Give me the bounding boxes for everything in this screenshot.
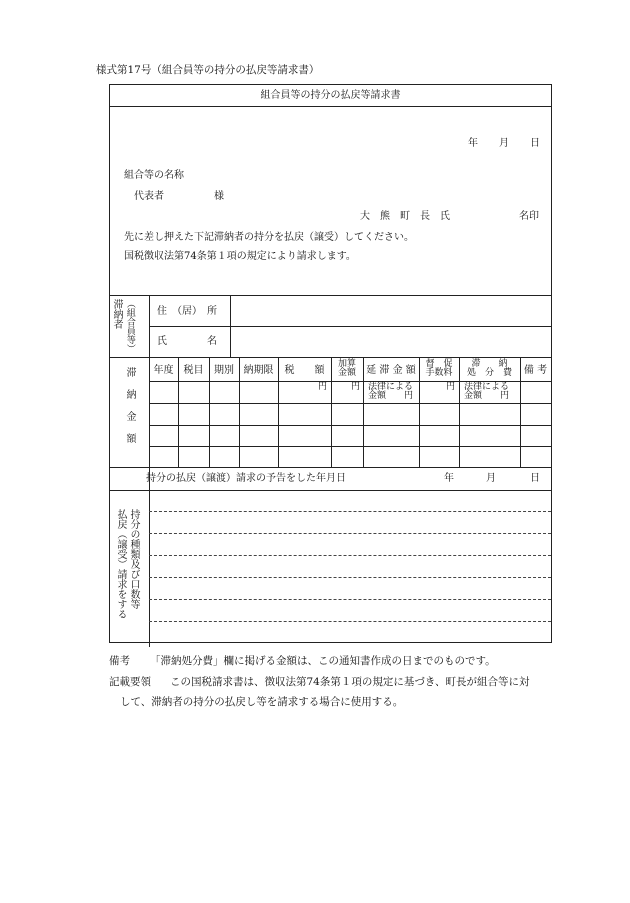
unit-fee: 円 [445, 382, 455, 392]
honorific-label: 様 [214, 191, 224, 202]
name-label: 氏 名 [157, 336, 217, 347]
amount-side-label: 滞納金額 [124, 367, 135, 455]
entry-line [149, 511, 551, 512]
unit-addition: 円 [350, 382, 360, 392]
body-text-1: 先に差し押えた下記滞納者の持分を払戻（譲受）してください。 [124, 232, 414, 243]
divider [110, 490, 551, 491]
divider [149, 425, 551, 426]
unit-disposal [464, 383, 509, 402]
unit-disposal-line1: 法律による [464, 382, 510, 392]
representative-label: 代表者 [134, 191, 164, 202]
header-remarks: 備 考 [523, 365, 548, 376]
header-disposal [459, 360, 520, 379]
org-name-label: 組合等の名称 [124, 170, 184, 181]
header-addition-line2: 金額 [337, 368, 356, 379]
unit-delinquency-line2: 金額 円 [368, 391, 414, 402]
header-addition [331, 360, 363, 379]
divider [149, 446, 551, 447]
header-period: 期別 [214, 365, 234, 376]
entry-line [149, 621, 551, 622]
header-disposal-line2: 処 分 費 [466, 368, 512, 379]
form-title: 組合員等の持分の払戻等請求書 [260, 90, 401, 101]
header-fee [419, 360, 459, 379]
divider [149, 403, 551, 404]
divider [149, 326, 551, 327]
header-year: 年度 [153, 365, 174, 376]
entry-line [149, 599, 551, 600]
unit-delinquency [368, 383, 413, 402]
remark-text: 「滞納処分費」欄に掲げる金額は、この通知書作成の日までのものです。 [150, 655, 496, 667]
instruction-line-1: この国税請求書は、徴収法第74条第１項の規定に基づき、町長が組合等に対 [170, 676, 530, 688]
header-tax-amount: 税 額 [284, 365, 325, 376]
notice-year-label: 年 [444, 473, 454, 484]
request-label-col1: 払戻（譲受）請求をする [115, 509, 126, 619]
instruction-label: 記載要領 [109, 676, 151, 688]
notice-date-label: 持分の払戻（譲渡）請求の予告をした年月日 [146, 473, 346, 484]
unit-tax-amount: 円 [317, 382, 327, 392]
form-number: 様式第17号（組合員等の持分の払戻等請求書） [96, 64, 320, 76]
divider [110, 106, 551, 107]
header-fee-line1: 督 促 [425, 359, 453, 369]
date-month-label: 月 [499, 138, 509, 149]
divider [110, 467, 551, 468]
entry-line [149, 555, 551, 556]
unit-disposal-line2: 金額 円 [464, 391, 510, 402]
header-deadline: 納期限 [243, 365, 274, 376]
divider [149, 295, 150, 647]
taxpayer-label: 滞納者 [111, 299, 122, 329]
notice-day-label: 日 [530, 473, 540, 484]
issuer-name: 大 熊 町 長 氏 [360, 211, 450, 222]
header-fee-line2: 手数料 [425, 368, 453, 379]
request-label-col2: 持分の種類及び口数等 [128, 509, 139, 609]
issuer-seal: 名印 [519, 211, 539, 222]
header-delinquency: 延 滞 金 額 [366, 365, 416, 376]
entry-line [149, 533, 551, 534]
remark-label: 備考 [109, 655, 130, 667]
header-addition-line1: 加算 [337, 359, 356, 369]
notice-month-label: 月 [486, 473, 496, 484]
request-form [109, 84, 552, 643]
divider [110, 295, 551, 296]
date-year-label: 年 [468, 138, 478, 149]
date-day-label: 日 [530, 138, 540, 149]
taxpayer-paren-label: （組合員等） [124, 299, 135, 353]
header-disposal-line1: 滞 納 [471, 359, 508, 369]
entry-line [149, 577, 551, 578]
body-text-2: 国税徴収法第74条第１項の規定により請求します。 [124, 251, 356, 262]
header-tax-item: 税目 [183, 365, 204, 376]
address-label: 住 （居） 所 [157, 306, 217, 317]
instruction-line-2: して、滞納者の持分の払戻し等を請求する場合に使用する。 [120, 696, 404, 708]
unit-delinquency-line1: 法律による [368, 382, 414, 392]
